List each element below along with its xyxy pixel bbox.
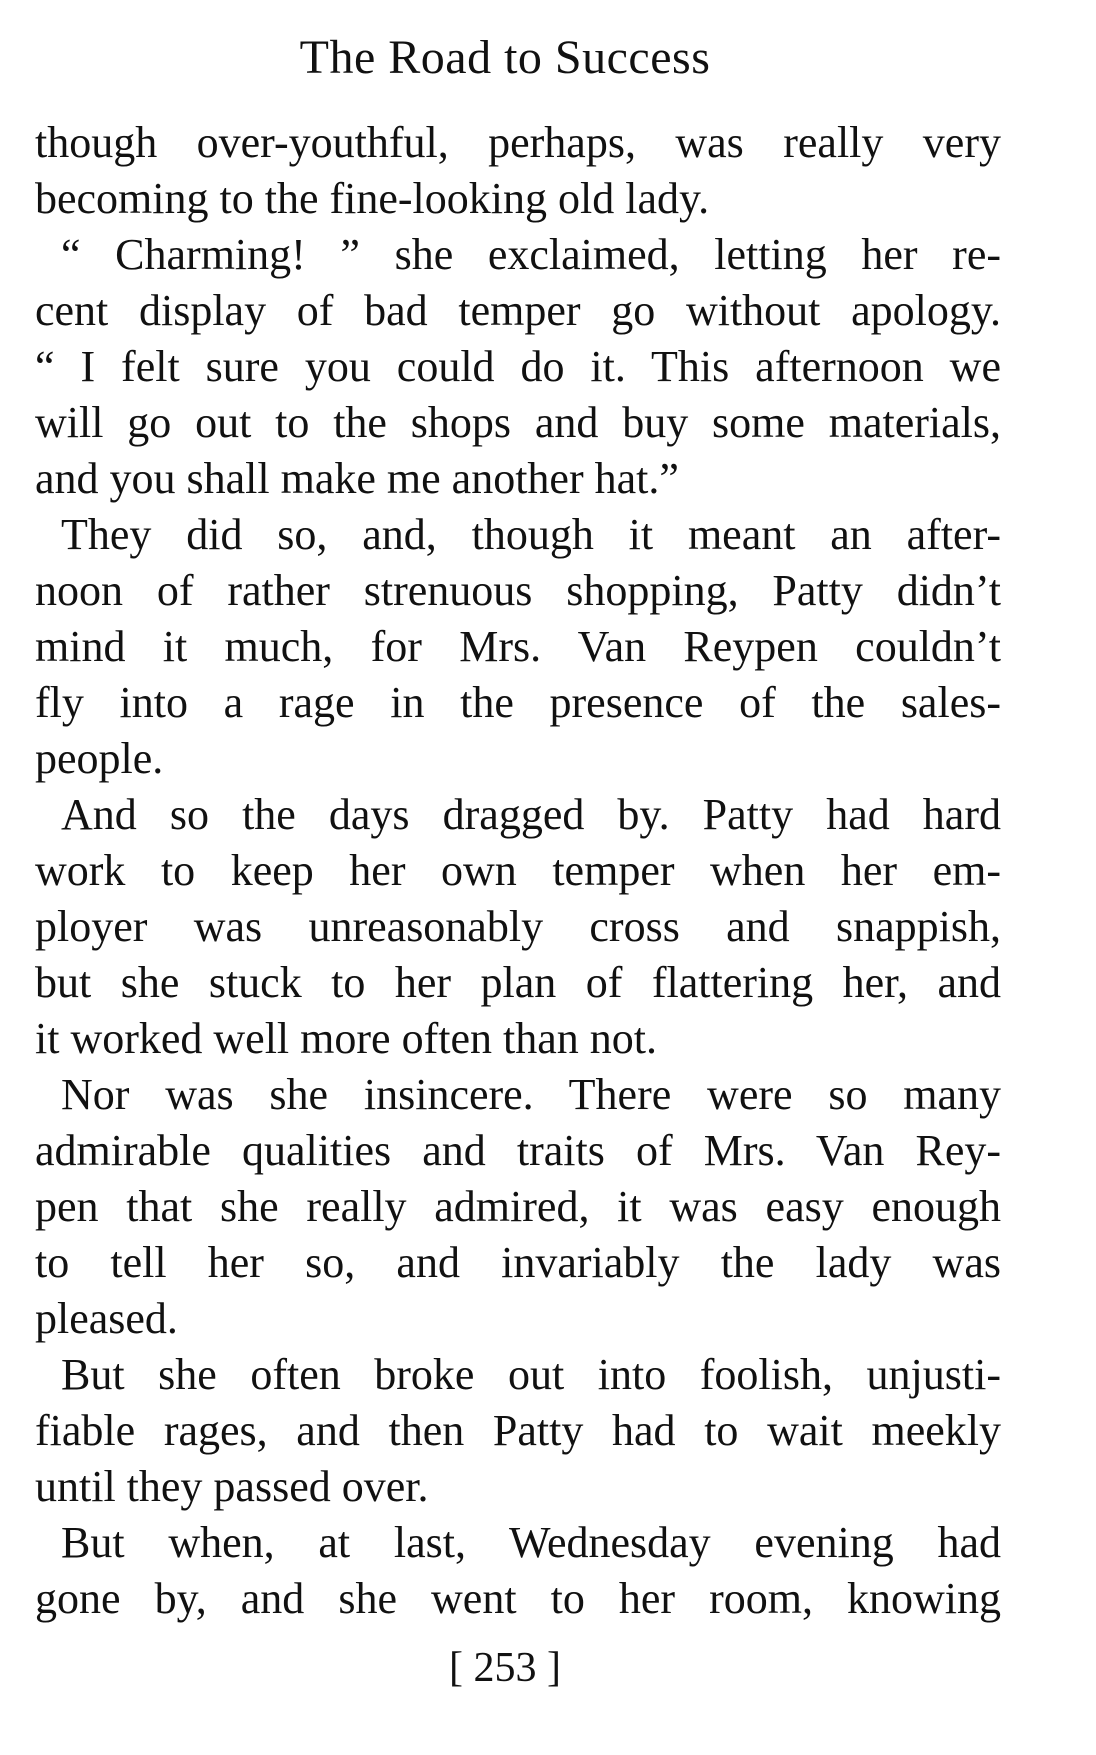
text-line: ployer was unreasonably cross and snappish,	[35, 902, 1001, 951]
page-number: [ 253 ]	[449, 1645, 561, 1691]
text-line: fly into a rage in the presence of the sales-	[35, 678, 1001, 727]
text-line: mind it much, for Mrs. Van Reypen couldn’t	[35, 622, 1001, 671]
text-line: pleased.	[35, 1294, 178, 1343]
text-line: gone by, and she went to her room, knowing	[35, 1574, 1001, 1623]
text-line: But she often broke out into foolish, unjusti-	[61, 1350, 1001, 1399]
text-line: But when, at last, Wednesday evening had	[61, 1518, 1001, 1567]
text-line: “ I felt sure you could do it. This afternoon we	[35, 342, 1001, 391]
text-line: work to keep her own temper when her em-	[35, 846, 1001, 895]
text-line: to tell her so, and invariably the lady was	[35, 1238, 1001, 1287]
running-head: The Road to Success	[299, 31, 711, 84]
text-line: Nor was she insincere. There were so many	[61, 1070, 1001, 1119]
text-line: and you shall make me another hat.”	[35, 454, 679, 503]
text-line: it worked well more often than not.	[35, 1014, 657, 1063]
text-line: “ Charming! ” she exclaimed, letting her re-	[61, 230, 1001, 279]
text-line: They did so, and, though it meant an after-	[61, 510, 1001, 559]
text-line: though over-youthful, perhaps, was really very	[35, 118, 1001, 167]
text-line: admirable qualities and traits of Mrs. Van Rey-	[35, 1126, 1001, 1175]
text-line: cent display of bad temper go without apology.	[35, 286, 1001, 335]
text-line: fiable rages, and then Patty had to wait meekly	[35, 1406, 1001, 1455]
text-line: pen that she really admired, it was easy enough	[35, 1182, 1001, 1231]
text-line: noon of rather strenuous shopping, Patty didn’t	[35, 566, 1001, 615]
text-line: And so the days dragged by. Patty had hard	[61, 790, 1001, 839]
text-line: but she stuck to her plan of flattering her, and	[35, 958, 1001, 1007]
body-text	[35, 115, 1001, 1627]
text-line: people.	[35, 734, 164, 783]
text-line: becoming to the fine-looking old lady.	[35, 174, 710, 223]
text-line: until they passed over.	[35, 1462, 429, 1511]
text-line: will go out to the shops and buy some materials,	[35, 398, 1001, 447]
